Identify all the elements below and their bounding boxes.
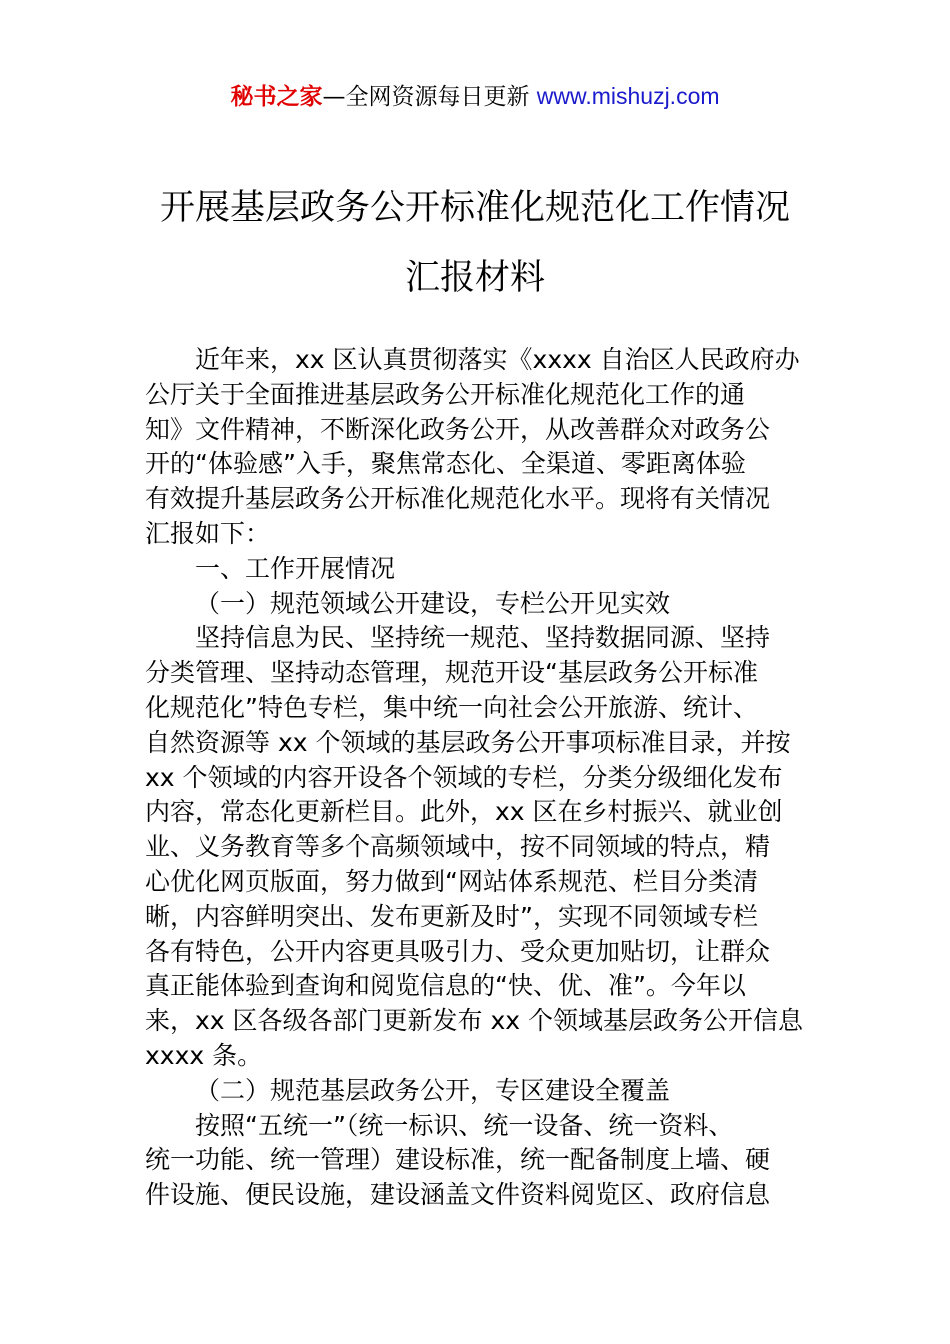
- body-line: 按照“五统一”（统一标识、统一设备、统一资料、: [195, 1110, 734, 1140]
- document-title-line-1: 开展基层政务公开标准化规范化工作情况: [159, 188, 790, 228]
- body-line: 来，xx 区各级各部门更新发布 xx 个领域基层政务公开信息: [145, 1006, 804, 1036]
- body-line: 化规范化”特色专栏，集中统一向社会公开旅游、统计、: [145, 692, 758, 722]
- document-title-line-2: 汇报材料: [404, 258, 545, 298]
- body-line: 各有特色，公开内容更具吸引力、受众更加贴切，让群众: [145, 936, 771, 966]
- document-body: [145, 343, 810, 1213]
- body-line: 开的“体验感”入手，聚焦常态化、全渠道、零距离体验: [145, 449, 746, 479]
- body-line: 内容，常态化更新栏目。此外，xx 区在乡村振兴、就业创: [145, 797, 783, 827]
- body-line: （二）规范基层政务公开，专区建设全覆盖: [195, 1075, 671, 1105]
- body-line: 晰，内容鲜明突出、发布更新及时”，实现不同领域专栏: [145, 901, 758, 931]
- body-line: （一）规范领域公开建设，专栏公开见实效: [195, 588, 671, 618]
- brand-name: 秘书之家: [230, 84, 323, 110]
- body-line: 分类管理、坚持动态管理，规范开设“基层政务公开标准: [145, 658, 758, 688]
- header-tagline: —全网资源每日更新: [322, 84, 537, 110]
- body-line: xxxx 条。: [145, 1040, 263, 1070]
- body-line: 真正能体验到查询和阅览信息的“快、优、准”。今年以: [145, 971, 746, 1001]
- body-line: 统一功能、统一管理）建设标准，统一配备制度上墙、硬: [145, 1145, 771, 1175]
- body-line: 业、义务教育等多个高频领域中，按不同领域的特点，精: [145, 832, 771, 862]
- body-line: 近年来，xx 区认真贯彻落实《xxxx 自治区人民政府办: [195, 345, 800, 374]
- body-line: 坚持信息为民、坚持统一规范、坚持数据同源、坚持: [195, 623, 771, 653]
- site-header: [0, 80, 950, 113]
- body-line: 知》文件精神，不断深化政务公开，从改善群众对政务公: [145, 414, 771, 444]
- body-line: 一、工作开展情况: [195, 553, 396, 583]
- body-line: 自然资源等 xx 个领域的基层政务公开事项标准目录，并按: [145, 727, 791, 757]
- body-line: 有效提升基层政务公开标准化规范化水平。现将有关情况: [145, 484, 771, 514]
- body-line: xx 个领域的内容开设各个领域的专栏，分类分级细化发布: [145, 762, 783, 792]
- body-line: 汇报如下：: [145, 518, 271, 548]
- body-line: 公厅关于全面推进基层政务公开标准化规范化工作的通: [145, 379, 746, 409]
- site-url[interactable]: www.mishuzj.com: [536, 83, 720, 109]
- body-line: 件设施、便民设施，建设涵盖文件资料阅览区、政府信息: [145, 1180, 771, 1210]
- body-line: 心优化网页版面，努力做到“网站体系规范、栏目分类清: [145, 866, 758, 896]
